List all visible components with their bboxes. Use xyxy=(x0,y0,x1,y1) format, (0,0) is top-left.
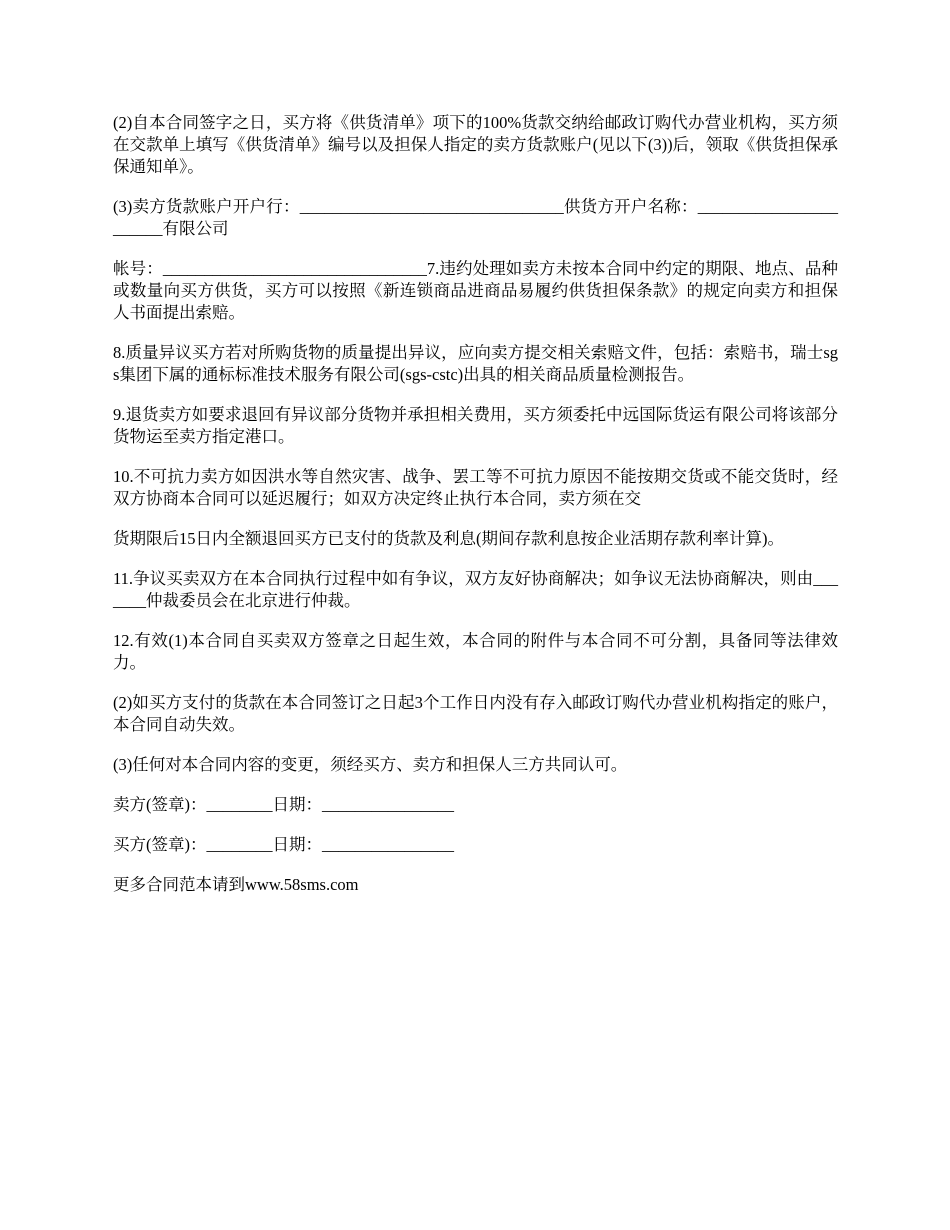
footer-link-text: 更多合同范本请到www.58sms.com xyxy=(113,875,359,894)
buyer-signature-line: 买方(签章)：________日期：________________ xyxy=(113,835,454,854)
paragraph-quality-dispute: 8.质量异议买方若对所购货物的质量提出异议，应向卖方提交相关索赔文件，包括：索赔书，瑞士sgs集团下属的通标标准技术服务有限公司(sgs-cstc)出具的相关商品质量检测报告。 xyxy=(113,343,838,384)
paragraph-refund: 货期限后15日内全额退回买方已支付的货款及利息(期间存款利息按企业活期存款利率计算)。 xyxy=(113,529,784,548)
paragraph-arbitration: 11.争议买卖双方在本合同执行过程中如有争议，双方友好协商解决；如争议无法协商解决，则由_______仲裁委员会在北京进行仲裁。 xyxy=(113,569,838,610)
document-body xyxy=(113,112,838,914)
paragraph-return-goods: 9.退货卖方如要求退回有异议部分货物并承担相关费用，买方须委托中远国际货运有限公司将该部分货物运至卖方指定港口。 xyxy=(113,405,838,446)
paragraph-invalidation: (2)如买方支付的货款在本合同签订之日起3个工作日内没有存入邮政订购代办营业机构指定的账户，本合同自动失效。 xyxy=(113,693,838,734)
paragraph-payment-terms: (2)自本合同签字之日，买方将《供货清单》项下的100%货款交纳给邮政订购代办营业机构，买方须在交款单上填写《供货清单》编号以及担保人指定的卖方货款账户(见以下(3))后，领取《供货担保承保通知单》。 xyxy=(113,113,838,176)
paragraph-account-breach: 帐号：________________________________7.违约处理如卖方未按本合同中约定的期限、地点、品种或数量向买方供货，买方可以按照《新连锁商品进商品易履约供货担保条款》的规定向卖方和担保人书面提出索赔。 xyxy=(113,259,838,322)
paragraph-validity: 12.有效(1)本合同自买卖双方签章之日起生效，本合同的附件与本合同不可分割，具备同等法律效力。 xyxy=(113,631,838,672)
paragraph-amendment: (3)任何对本合同内容的变更，须经买方、卖方和担保人三方共同认可。 xyxy=(113,755,628,774)
paragraph-force-majeure: 10.不可抗力卖方如因洪水等自然灾害、战争、罢工等不可抗力原因不能按期交货或不能交货时，经双方协商本合同可以延迟履行；如双方决定终止执行本合同，卖方须在交 xyxy=(113,467,838,508)
paragraph-seller-bank: (3)卖方货款账户开户行：________________________________供货方开户名称：_______________________有限公司 xyxy=(113,197,838,238)
seller-signature-line: 卖方(签章)：________日期：________________ xyxy=(113,795,454,814)
